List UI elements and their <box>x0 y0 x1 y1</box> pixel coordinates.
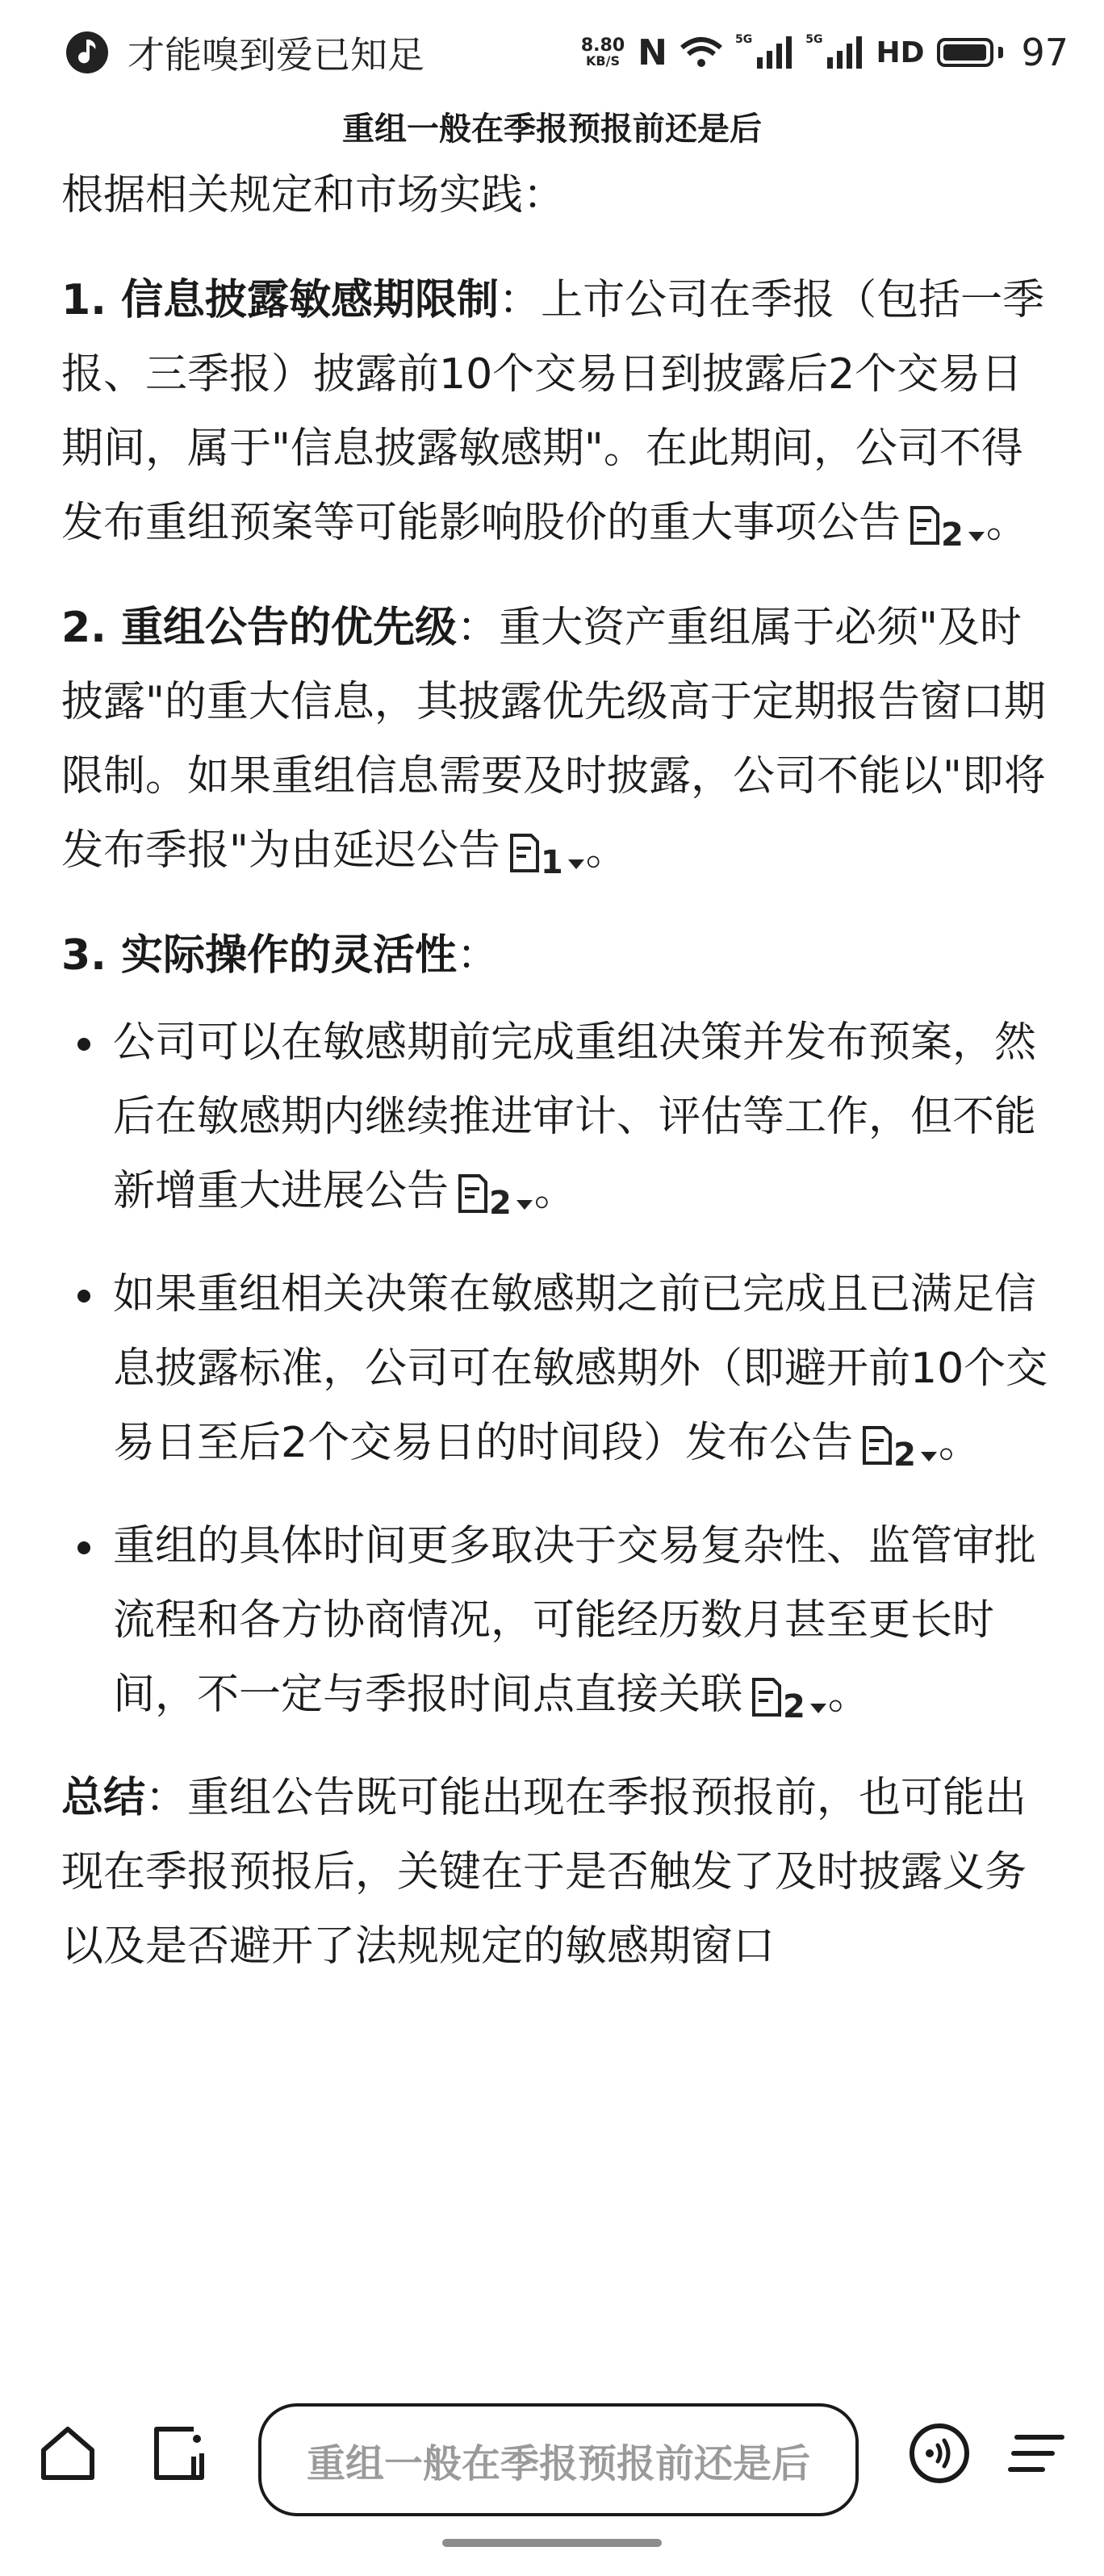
menu-icon[interactable] <box>1004 2421 1068 2486</box>
section-2-colon: ： <box>457 604 500 652</box>
sig2-label: 5G <box>805 33 823 46</box>
summary-body: 重组公告既可能出现在季报预报前，也可能出现在季报预报后，关键在于是否触发了及时披露义务以及是否避开了法规规定的敏感期窗口 <box>61 1774 1027 1971</box>
list-item-end: 。 <box>938 1419 981 1467</box>
caret-down-icon <box>968 532 985 542</box>
battery-percent: 97 <box>1021 31 1068 74</box>
section-3-list <box>61 1006 1054 1732</box>
battery-icon <box>937 38 1003 67</box>
section-2-end: 。 <box>585 826 628 875</box>
list-item-end: 。 <box>827 1671 870 1719</box>
list-item-text: 公司可以在敏感期前完成重组决策并发布预案，然后在敏感期内继续推进审计、评估等工作，但不能新增重大进展公告 <box>113 1018 1037 1215</box>
content-fade <box>0 2324 1104 2389</box>
section-1-colon: ： <box>499 276 542 324</box>
search-input[interactable] <box>258 2403 859 2516</box>
caret-down-icon <box>568 859 584 869</box>
citation-button[interactable] <box>909 504 985 554</box>
answer-content <box>61 158 1054 1984</box>
citation-button[interactable] <box>457 1173 533 1222</box>
now-playing <box>65 26 424 79</box>
signal-icon-1 <box>757 36 792 69</box>
section-3-colon: ： <box>457 931 500 980</box>
voice-icon[interactable] <box>907 2421 972 2486</box>
list-item-text: 重组的具体时间更多取决于交易复杂性、监管审批流程和各方协商情况，可能经历数月甚至更长时间，不一定与季报时间点直接关联 <box>113 1522 1037 1719</box>
bottom-bar <box>0 2389 1104 2510</box>
document-icon <box>508 832 544 874</box>
citation-button[interactable] <box>861 1424 937 1474</box>
citation-count: 2 <box>489 1185 512 1222</box>
list-item-end: 。 <box>533 1167 576 1215</box>
document-icon <box>861 1424 897 1466</box>
sig1-label: 5G <box>734 33 753 46</box>
section-2 <box>61 591 1054 888</box>
list-item <box>61 1006 1054 1228</box>
section-1 <box>61 263 1054 560</box>
summary-colon: ： <box>145 1774 188 1822</box>
document-icon <box>909 504 944 546</box>
hd-icon: HD <box>876 36 925 69</box>
document-icon <box>751 1676 786 1718</box>
citation-count: 2 <box>941 516 964 554</box>
citation-count: 2 <box>783 1688 805 1725</box>
caret-down-icon <box>810 1704 826 1713</box>
summary-heading: 总结 <box>61 1774 146 1822</box>
intro-text: 根据相关规定和市场实践： <box>61 171 566 220</box>
section-1-heading: 1. 信息披露敏感期限制 <box>61 276 500 324</box>
caret-down-icon <box>921 1452 937 1462</box>
music-note-icon <box>65 30 110 75</box>
citation-count: 1 <box>540 844 563 881</box>
section-2-body: 重大资产重组属于必须"及时披露"的重大信息，其披露优先级高于定期报告窗口期限制。如果重组信息需要及时披露，公司不能以"即将发布季报"为由延迟公告 <box>61 604 1046 875</box>
citation-button[interactable] <box>508 832 584 881</box>
home-icon[interactable] <box>36 2421 100 2486</box>
now-playing-title: 才能嗅到爱已知足 <box>128 33 424 77</box>
summary <box>61 1761 1054 1984</box>
network-speed-unit: KB/S <box>586 53 620 69</box>
status-icons <box>581 31 1068 74</box>
citation-button[interactable] <box>751 1676 826 1725</box>
network-speed-value: 8.80 <box>580 36 625 56</box>
citation-count: 2 <box>893 1436 916 1474</box>
home-indicator[interactable] <box>442 2539 662 2547</box>
nfc-icon: N <box>638 31 667 73</box>
search-input-text: 重组一般在季报预报前还是后 <box>306 2440 810 2486</box>
list-item <box>61 1509 1054 1732</box>
battery-fill <box>943 44 985 61</box>
page-title: 重组一般在季报预报前还是后 <box>342 111 762 148</box>
section-3-heading: 3. 实际操作的灵活性 <box>61 931 458 980</box>
wifi-icon <box>680 36 722 69</box>
section-1-body: 上市公司在季报（包括一季报、三季报）披露前10个交易日到披露后2个交易日期间，属于"信息披露敏感期"。在此期间，公司不得发布重组预案等可能影响股价的重大事项公告 <box>61 276 1045 547</box>
list-item-text: 如果重组相关决策在敏感期之前已完成且已满足信息披露标准，公司可在敏感期外（即避开前10个交易日至后2个交易日的时间段）发布公告 <box>113 1270 1048 1467</box>
new-chat-icon[interactable] <box>148 2421 213 2486</box>
network-speed <box>581 37 625 68</box>
list-item <box>61 1257 1054 1480</box>
caret-down-icon <box>516 1200 533 1210</box>
section-2-heading: 2. 重组公告的优先级 <box>61 604 458 652</box>
section-1-end: 。 <box>985 499 1028 547</box>
document-icon <box>457 1173 492 1215</box>
signal-icon-2 <box>827 36 863 69</box>
section-3 <box>61 918 1054 993</box>
status-bar <box>0 0 1104 105</box>
